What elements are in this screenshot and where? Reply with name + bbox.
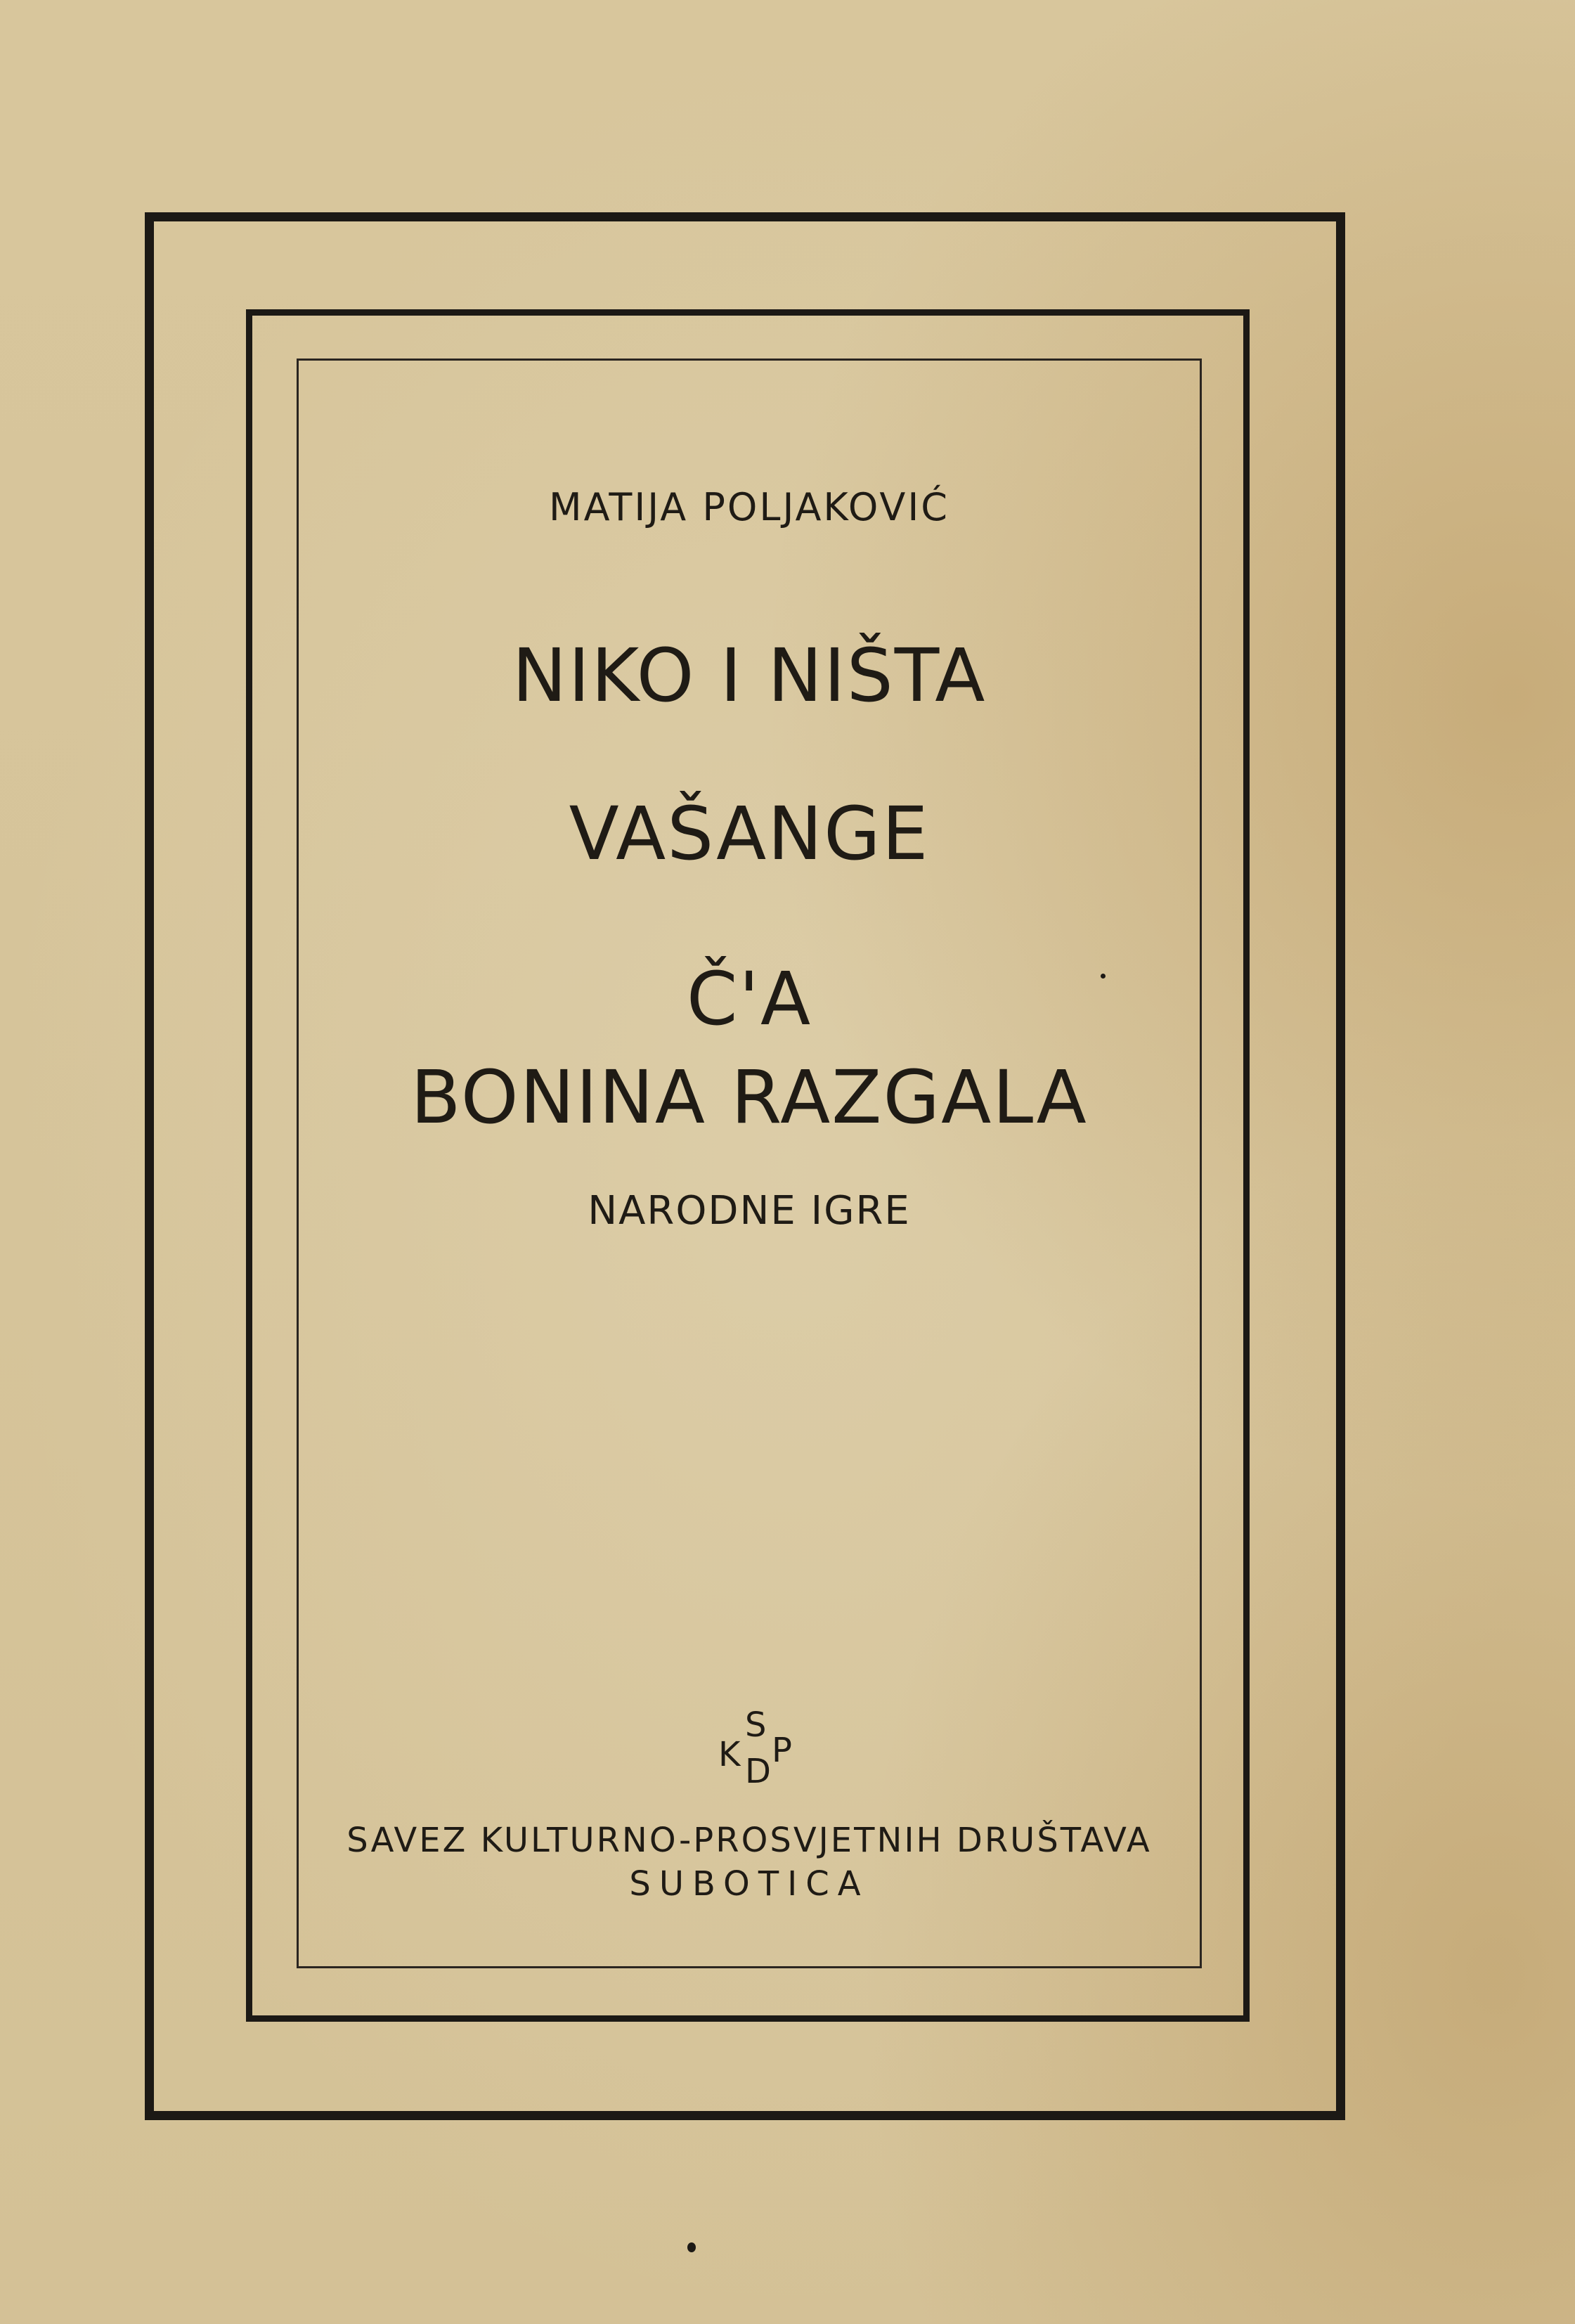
subtitle: NARODNE IGRE xyxy=(588,1188,911,1234)
logo-letter-k: K xyxy=(718,1735,741,1774)
logo-letter-s: S xyxy=(745,1705,767,1745)
ink-speck xyxy=(687,2242,696,2252)
logo-letter-d: D xyxy=(745,1752,771,1791)
logo-letter-p: P xyxy=(772,1731,792,1770)
publisher-city: SUBOTICA xyxy=(629,1864,869,1904)
title-line-3: Č'A xyxy=(686,956,812,1042)
publisher-name: SAVEZ KULTURNO-PROSVJETNIH DRUŠTAVA xyxy=(346,1821,1152,1860)
title-line-1: NIKO I NIŠTA xyxy=(512,633,987,718)
title-line-4: BONINA RAZGALA xyxy=(410,1054,1088,1140)
ink-speck xyxy=(1101,974,1106,979)
publisher-logo xyxy=(710,1701,808,1800)
author-name: MATIJA POLJAKOVIĆ xyxy=(549,485,949,529)
title-line-2: VAŠANGE xyxy=(569,791,930,877)
